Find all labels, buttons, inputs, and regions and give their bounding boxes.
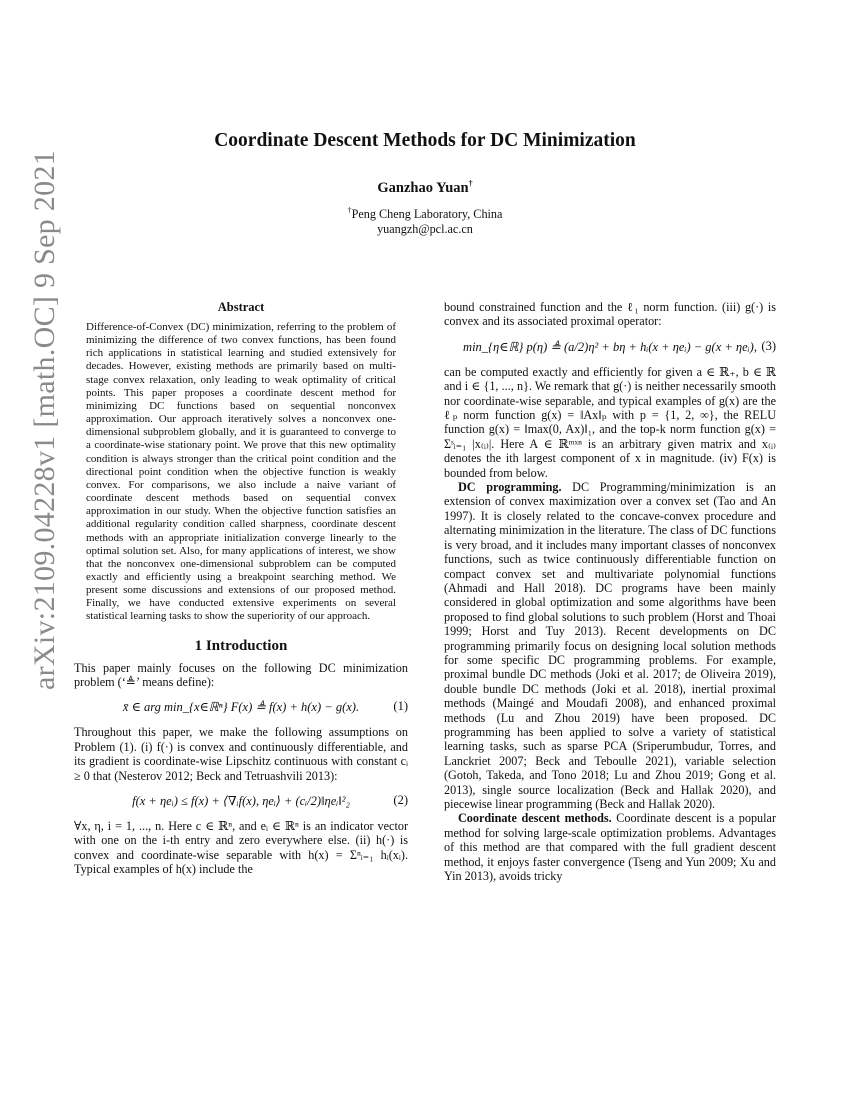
dc-programming-text: DC Programming/minimization is an extension of convex maximization over a convex set (Tao and An 1997). It is closely related to the concave-convex procedure and alternating minimization in the literature. The class of DC functions is very broad, and it includes many important classes of nonconvex functions, such as twice continuously differentiable function on compact convex set and multivariate polynomial functions (Ahmadi and Hall 2018). DC programs have been mainly considered in global optimization and some algorithms have been proposed to find global solutions to such problem (Horst and Thoai 1999; Horst and Tuy 2013). Recent developments on DC programming primarily focus on designing local solution methods for some specific DC programming problems. For example, proximal bundle DC methods (Joki et al. 2017; de Oliveira 2019), double bundle DC methods (Joki et al. 2018), inertial proximal methods (Maingé and Moudafi 2008), and enhanced proximal methods (Lu and Zhou 2019) have been proposed. DC programming has been applied to solve a variety of statistical learning tasks, such as sparse PCA (Sriperumbudur, Torres, and Lanckriet 2007; Beck and Teboulle 2021), variable selection (Gotoh, Takeda, and Tono 2018; Lu and Zhou 2019; Gong et al. 2013), single source localization (Beck and Hallak 2020), and piecewise linear programming (Beck and Hallak 2020).: [444, 480, 777, 811]
right-paragraph-1: bound constrained function and the ℓ₁ norm function. (iii) g(·) is convex and its associated proximal operator:: [444, 300, 776, 329]
dc-programming-heading: DC programming.: [458, 480, 562, 495]
intro-paragraph-3: ∀x, η, i = 1, ..., n. Here c ∈ ℝⁿ, and eᵢ ∈ ℝⁿ is an indicator vector with one on the i-th entry and zero everywhere else. (ii) h(·) is convex and coordinate-wise separable with h(x) = Σⁿᵢ₌₁ hᵢ(xᵢ). Typical examples of h(x) include the: [74, 819, 408, 877]
section-heading-introduction: 1 Introduction: [194, 637, 288, 654]
author-mark: †: [468, 179, 473, 189]
affiliation-text: Peng Cheng Laboratory, China: [351, 207, 503, 221]
paper-title: Coordinate Descent Methods for DC Minimization: [214, 130, 636, 151]
arxiv-sidebar: [0, 0, 60, 1100]
equation-3-number: (3): [761, 338, 776, 353]
author-email: yuangzh@pcl.ac.cn: [377, 222, 473, 236]
intro-paragraph-2: Throughout this paper, we make the following assumptions on Problem (1). (i) f(·) is convex and continuously differentiable, and its gradient is coordinate-wise Lipschitz continuous with constant cᵢ ≥ 0 that (Nesterov 2012; Beck and Tetruashvili 2013):: [74, 725, 408, 783]
coordinate-descent-paragraph: [444, 811, 776, 883]
intro-paragraph-1: This paper mainly focuses on the following DC minimization problem (‘≜’ means define):: [74, 660, 408, 689]
author-line: [0, 180, 850, 197]
author-name: Ganzhao Yuan: [377, 180, 469, 196]
equation-1-expression: x̄ ∈ arg min_{x∈ℝⁿ} F(x) ≜ f(x) + h(x) − g(x).: [122, 700, 360, 715]
abstract-heading: Abstract: [217, 300, 265, 314]
abstract-text: Difference-of-Convex (DC) minimization, referring to the problem of minimizing the difference of two convex functions, has been found rich applications in statistical learning and studied extensively for decades. However, existing methods are primarily based on multi-stage convex relaxation, only leading to weak optimality of critical points. This paper proposes a coordinate descent method for minimizing DC functions based on sequential nonconvex approximation. Our approach iteratively solves a nonconvex one-dimensional subproblem globally, and it is guaranteed to converge to a coordinate-wise stationary point. We prove that this new optimality condition is always stronger than the critical point condition and the directional point condition when the objective function is weakly convex. For comparisons, we also include a naive variant of coordinate descent methods based on sequential convex approximation in our study. When the objective function satisfies an additional regularity condition called sharpness, coordinate descent methods with an appropriate initialization converge linearly to the optimal solution set. Also, for many applications of interest, we show that the nonconvex one-dimensional subproblem can be computed exactly and efficiently using a breakpoint searching method. We present some discussions and extensions of our proposed method. Finally, we have conducted extensive experiments on several statistical learning tasks to show the superiority of our approach.: [86, 321, 396, 623]
left-column: [74, 300, 408, 877]
equation-3: [444, 339, 776, 355]
equation-2: [74, 793, 408, 809]
coordinate-descent-text: Coordinate descent is a popular method for solving large-scale optimization problems. Advantages of this method are that compared with the full gradient descent method, it enjoys faster convergence (Tseng and Yun 2009; Xu and Yin 2013), avoids tricky: [444, 811, 776, 884]
dc-programming-paragraph: [444, 480, 776, 811]
affiliation-block: [0, 207, 850, 237]
arxiv-identifier: arXiv:2109.04228v1 [math.OC] 9 Sep 2021: [28, 150, 61, 690]
affiliation-mark: †: [347, 205, 352, 215]
right-column: [444, 300, 776, 883]
affiliation: [0, 207, 850, 222]
coordinate-descent-heading: Coordinate descent methods.: [458, 811, 612, 826]
equation-3-expression: min_{η∈ℝ} p(η) ≜ (a/2)η² + bη + hᵢ(x + ηeᵢ) − g(x + ηeᵢ),: [463, 339, 757, 354]
right-paragraph-2: can be computed exactly and efficiently for given a ∈ ℝ₊, b ∈ ℝ and i ∈ {1, ..., n}. We remark that g(·) is neither necessarily smooth nor coordinate-wise separable, and typical examples of g(x) are the ℓₚ norm function g(x) = ‖Ax‖ₚ with p = {1, 2, ∞}, the RELU function g(x) = ‖max(0, Ax)‖₁, and the top-k norm function g(x) = Σˢᵢ₌₁ |x₍ᵢ₎|. Here A ∈ ℝᵐˣⁿ is an arbitrary given matrix and x₍ᵢ₎ denotes the ith largest component of x in magnitude. (iv) F(x) is bounded from below.: [444, 364, 776, 480]
equation-2-expression: f(x + ηeᵢ) ≤ f(x) + ⟨∇ᵢf(x), ηeᵢ⟩ + (cᵢ/2)‖ηeᵢ‖²₂: [132, 794, 350, 809]
equation-1: [74, 699, 408, 715]
equation-2-number: (2): [393, 793, 408, 808]
equation-1-number: (1): [393, 699, 408, 714]
